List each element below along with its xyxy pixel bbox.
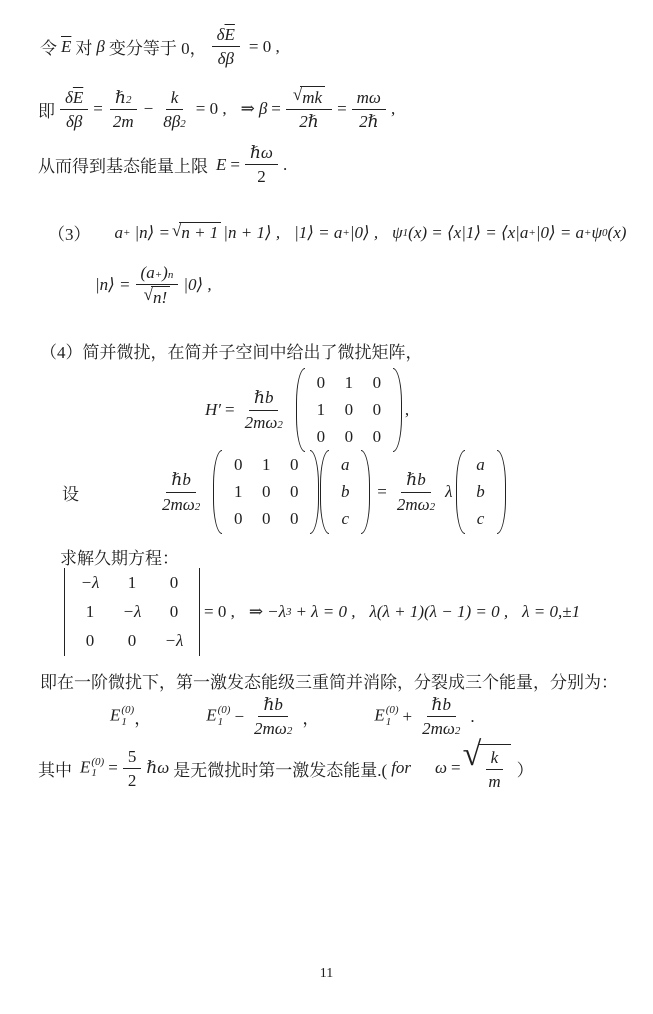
right-paren xyxy=(393,368,402,452)
paragraph-splitting xyxy=(40,668,618,693)
vector-cell: c xyxy=(476,509,485,528)
right-paren xyxy=(361,450,370,534)
ket-1-equals-a: |1⟩ = a xyxy=(294,222,343,242)
secular-equation-heading xyxy=(60,544,179,569)
psi-symbol: ψ xyxy=(392,222,403,242)
fraction-hbarb-2momega2: ℏb 2mω 2 xyxy=(244,388,283,432)
factored-equation: λ(λ + 1)(λ − 1) = 0 , xyxy=(369,602,509,621)
perturbation-matrix xyxy=(213,450,319,534)
equation-three-energies xyxy=(110,694,475,740)
comma: ， xyxy=(134,709,152,729)
left-paren xyxy=(213,450,222,534)
implies-arrow: ⇒ xyxy=(248,602,264,621)
equation-beta-solution xyxy=(38,86,395,133)
fraction-hbarb-2momega2: ℏb 2mω 2 xyxy=(162,470,201,514)
paragraph-unperturbed-energy xyxy=(38,736,534,793)
ket-n-equals: |n⟩ = xyxy=(134,222,170,242)
E1-0-term xyxy=(110,705,134,728)
unperturbed-energy-text: 是无微扰时第一激发态能量.( xyxy=(173,760,388,780)
vector-cell: a xyxy=(476,455,485,474)
perturbation-matrix xyxy=(296,368,402,452)
det-cell: 0 xyxy=(169,573,179,592)
secular-determinant xyxy=(64,568,200,656)
E-symbol: E xyxy=(374,705,385,725)
hbar-b: ℏb xyxy=(171,470,191,490)
eigenvector-abc xyxy=(456,450,506,534)
H-prime-symbol: H′ xyxy=(205,400,221,419)
det-cell: −λ xyxy=(122,602,142,621)
two-hbar: 2ℏ xyxy=(359,111,379,131)
paragraph-variation-condition xyxy=(40,24,280,70)
splitting-text: 即在一阶微扰下，第一激发态能级三重简并消除，分裂成三个能量，分别为： xyxy=(40,673,618,692)
vector-cell: c xyxy=(341,509,350,528)
fraction-hbarb-2momega2: ℏb 2mω 2 xyxy=(396,470,436,514)
hbar-b: ℏb xyxy=(263,695,283,714)
sup-0: (0) xyxy=(121,704,135,717)
E-symbol: E xyxy=(80,757,91,777)
hbar-symbol: ℏ xyxy=(115,87,126,107)
text-she: 设 xyxy=(62,484,79,504)
paragraph-ground-state-bound xyxy=(38,142,287,188)
hbar-b: ℏb xyxy=(406,470,426,490)
E-symbol: E xyxy=(216,154,227,174)
E1-0-term xyxy=(374,705,398,728)
matrix-cell: 0 xyxy=(234,455,243,474)
det-cell: −λ xyxy=(80,573,100,592)
fraction-5-2 xyxy=(123,746,142,792)
fraction-hbar2-2m: ℏ 2 2m xyxy=(108,87,139,133)
equals-sign: = xyxy=(377,482,387,501)
matrix-cell: 0 xyxy=(344,400,354,419)
plus-lambda-equals-zero: + λ = 0 , xyxy=(295,602,356,621)
delta-symbol: δ xyxy=(216,25,225,44)
equals-sign: = xyxy=(225,400,235,419)
ket-n-plus-1: |n + 1⟩ , xyxy=(223,222,281,242)
text-ling: 令 xyxy=(40,39,57,59)
degenerate-perturbation-text: （4）简并微扰，在简并子空间中给出了微扰矩阵， xyxy=(40,343,423,362)
page-number: 11 xyxy=(319,966,334,981)
text-dui: 对 xyxy=(75,39,93,59)
ket0-equals-a: |0⟩ = a xyxy=(535,222,585,242)
period: . xyxy=(470,706,475,726)
equals-sign: = xyxy=(230,154,240,174)
n-factorial: n! xyxy=(151,286,170,308)
fraction-adagger-n-over-sqrt-nfact: (a + ) n √ n! xyxy=(136,262,179,309)
matrix-cell: 0 xyxy=(316,373,326,392)
sqrt-k-over-m xyxy=(462,736,511,793)
sup-0: (0) xyxy=(217,704,231,717)
fraction-dE-dbeta xyxy=(212,24,240,70)
matrix-cell: 0 xyxy=(316,427,326,446)
beta-symbol: β xyxy=(258,99,268,119)
sub-1: 1 xyxy=(385,715,392,728)
equation-determinant: −λ 1 0 1 −λ 0 0 0 −λ = 0 , ⇒ −λ 3 + λ = 0 , λ(λ + 1)(λ − 1) = 0 , λ = 0,±1 xyxy=(64,568,580,656)
comma: ， xyxy=(302,709,320,729)
right-paren xyxy=(310,450,319,534)
text-ji: 即 xyxy=(38,101,55,121)
sub-1: 1 xyxy=(121,715,127,728)
ket-0: |0⟩ , xyxy=(349,222,379,242)
hbar-b: ℏb xyxy=(254,388,274,408)
two-m-omega: 2mω xyxy=(162,494,195,514)
det-cell: −λ xyxy=(164,631,184,650)
five: 5 xyxy=(127,746,137,766)
matrix-cell: 0 xyxy=(372,400,382,419)
ebar-symbol: $\overline{E}$ xyxy=(224,25,235,44)
hbar-b: ℏb xyxy=(431,695,451,714)
E1-supsub xyxy=(218,705,231,728)
matrix-cell: 1 xyxy=(344,373,354,392)
equation-eigenvalue-setup xyxy=(62,450,509,534)
solve-secular-text: 求解久期方程： xyxy=(60,549,179,568)
det-cell: 1 xyxy=(127,573,137,592)
two-m-omega: 2mω xyxy=(254,719,287,739)
sqrt-n-factorial xyxy=(144,286,171,308)
ebar-symbol: $\overline{E}$ xyxy=(61,36,72,56)
E1-supsub xyxy=(91,757,104,780)
text-conclusion: 从而得到基态能量上限 xyxy=(38,157,208,177)
sub-1: 1 xyxy=(217,715,224,728)
radical-sign: √ xyxy=(143,285,153,305)
radical-sign: √ xyxy=(462,736,482,773)
fraction-momega-2hbar xyxy=(352,87,386,133)
comma: , xyxy=(404,400,410,419)
text-equals-zero: 变分等于 0， xyxy=(108,39,207,59)
equals-sign: = xyxy=(337,99,347,119)
two-m: 2m xyxy=(112,111,134,131)
minus-sign: − xyxy=(234,706,245,726)
implies-arrow: ⇒ xyxy=(240,99,255,119)
radical-sign: √ xyxy=(171,221,182,240)
item-number-3: （3） xyxy=(48,225,91,244)
hbar-omega: ℏω xyxy=(249,143,273,162)
text-qizhong: 其中 xyxy=(38,760,72,780)
sqrt-n-plus-1 xyxy=(172,222,221,243)
matrix-cell: 0 xyxy=(290,482,299,501)
m-omega: mω xyxy=(356,87,381,107)
plus-sign: + xyxy=(402,706,413,726)
left-paren xyxy=(320,450,329,534)
ebar-symbol: $\overline{E}$ xyxy=(72,87,84,107)
sub-1: 1 xyxy=(91,767,97,780)
E-symbol: E xyxy=(110,705,121,725)
period: . xyxy=(282,154,288,174)
sup-0: (0) xyxy=(91,755,105,768)
n-plus-1-radicand: n + 1 xyxy=(179,222,221,243)
det-cell: 0 xyxy=(127,631,137,650)
matrix-cell: 1 xyxy=(316,400,326,419)
wavefunction-chain: (x) = ⟨x|1⟩ = ⟨x|a xyxy=(408,222,529,242)
minus-lambda-cubed: −λ xyxy=(267,602,286,621)
eigenvector-abc xyxy=(320,450,370,534)
fraction-hbarb-2momega2: ℏb 2mω 2 xyxy=(254,695,293,739)
delta-beta: δβ xyxy=(217,49,234,69)
sqrt-mk xyxy=(293,86,325,108)
item-3-ladder-operators: （3） a + |n⟩ = √ n + 1 |n + 1⟩ , |1⟩ = a + |0⟩ , ψ 1 (x) = ⟨x|1⟩ = ⟨x|a + |0⟩ = a + ψ 0 (x) xyxy=(48,221,627,244)
equation-H-prime xyxy=(205,368,409,452)
E1-supsub xyxy=(386,705,399,728)
matrix-cell: 1 xyxy=(234,482,243,501)
two-hbar: 2ℏ xyxy=(299,112,319,132)
left-paren xyxy=(456,450,465,534)
E1-supsub xyxy=(121,705,134,728)
fraction-k-m xyxy=(483,747,505,793)
close-paren: ) xyxy=(162,263,168,282)
vector-cell: b xyxy=(341,482,350,501)
a-dagger: a xyxy=(114,222,123,242)
comma: , xyxy=(390,99,396,119)
m-symbol: m xyxy=(488,772,501,792)
equals-sign: = xyxy=(108,758,118,778)
vector-cell: a xyxy=(341,455,350,474)
psi-symbol: ψ xyxy=(591,222,603,242)
minus-sign: − xyxy=(143,99,154,119)
matrix-cell: 0 xyxy=(290,455,299,474)
two-m-omega: 2mω xyxy=(244,412,278,432)
beta-symbol: β xyxy=(96,36,105,56)
matrix-cell: 0 xyxy=(290,509,299,528)
mk-radicand: mk xyxy=(300,86,325,108)
equals-sign: = xyxy=(271,99,281,119)
close-paren: ） xyxy=(516,760,534,780)
equals-zero: = 0 , xyxy=(204,602,235,621)
matrix-cell: 0 xyxy=(344,427,354,446)
left-paren xyxy=(296,368,305,452)
delta-symbol: δ xyxy=(65,87,73,107)
fraction-hbarb-2momega2: ℏb 2mω 2 xyxy=(422,695,461,739)
omega-symbol: ω xyxy=(435,758,448,778)
two: 2 xyxy=(127,770,137,790)
k-symbol: k xyxy=(170,87,179,107)
E1-0-term xyxy=(80,757,104,780)
det-cell: 0 xyxy=(169,602,179,621)
eight-beta: 8β xyxy=(163,111,181,131)
fraction-hbaromega-2 xyxy=(245,142,278,188)
matrix-cell: 0 xyxy=(262,509,271,528)
two-m-omega: 2mω xyxy=(422,719,455,739)
E1-0-term xyxy=(206,705,230,728)
matrix-cell: 0 xyxy=(372,427,382,446)
delta-beta: δβ xyxy=(65,111,83,131)
open-paren-a: (a xyxy=(140,263,155,282)
ket-0-comma: |0⟩ , xyxy=(183,275,212,295)
of-x: (x) xyxy=(607,222,627,242)
two-m-omega: 2mω xyxy=(396,494,430,514)
matrix-cell: 0 xyxy=(372,373,382,392)
equation-ket-n xyxy=(95,262,212,309)
matrix-cell: 0 xyxy=(234,509,243,528)
right-paren xyxy=(497,450,506,534)
matrix-cell: 1 xyxy=(262,455,271,474)
det-cell: 1 xyxy=(85,602,95,621)
two: 2 xyxy=(257,167,266,187)
lambda-solutions: λ = 0,±1 xyxy=(522,602,581,621)
fraction-k-8beta2: k 8β 2 xyxy=(163,87,186,131)
sup-0: (0) xyxy=(385,704,399,717)
fraction-sqrtmk-2hbar xyxy=(286,86,332,133)
item-4-heading xyxy=(40,338,423,363)
equals-sign: = xyxy=(93,99,103,119)
vector-cell: b xyxy=(476,482,485,501)
matrix-cell: 0 xyxy=(262,482,271,501)
radical-sign: √ xyxy=(292,85,303,104)
equals-zero: = 0 , xyxy=(248,36,280,56)
fraction-dE-dbeta xyxy=(60,87,88,133)
for-word: for xyxy=(391,758,412,778)
E-symbol: E xyxy=(206,705,217,725)
equals-zero: = 0 , xyxy=(195,99,227,119)
hbar-omega: ℏω xyxy=(146,758,170,778)
ket-n-equals: |n⟩ = xyxy=(95,275,131,295)
equals-sign: = xyxy=(451,758,461,778)
det-cell: 0 xyxy=(85,631,95,650)
lambda-symbol: λ xyxy=(445,482,453,501)
k-symbol: k xyxy=(490,748,499,767)
